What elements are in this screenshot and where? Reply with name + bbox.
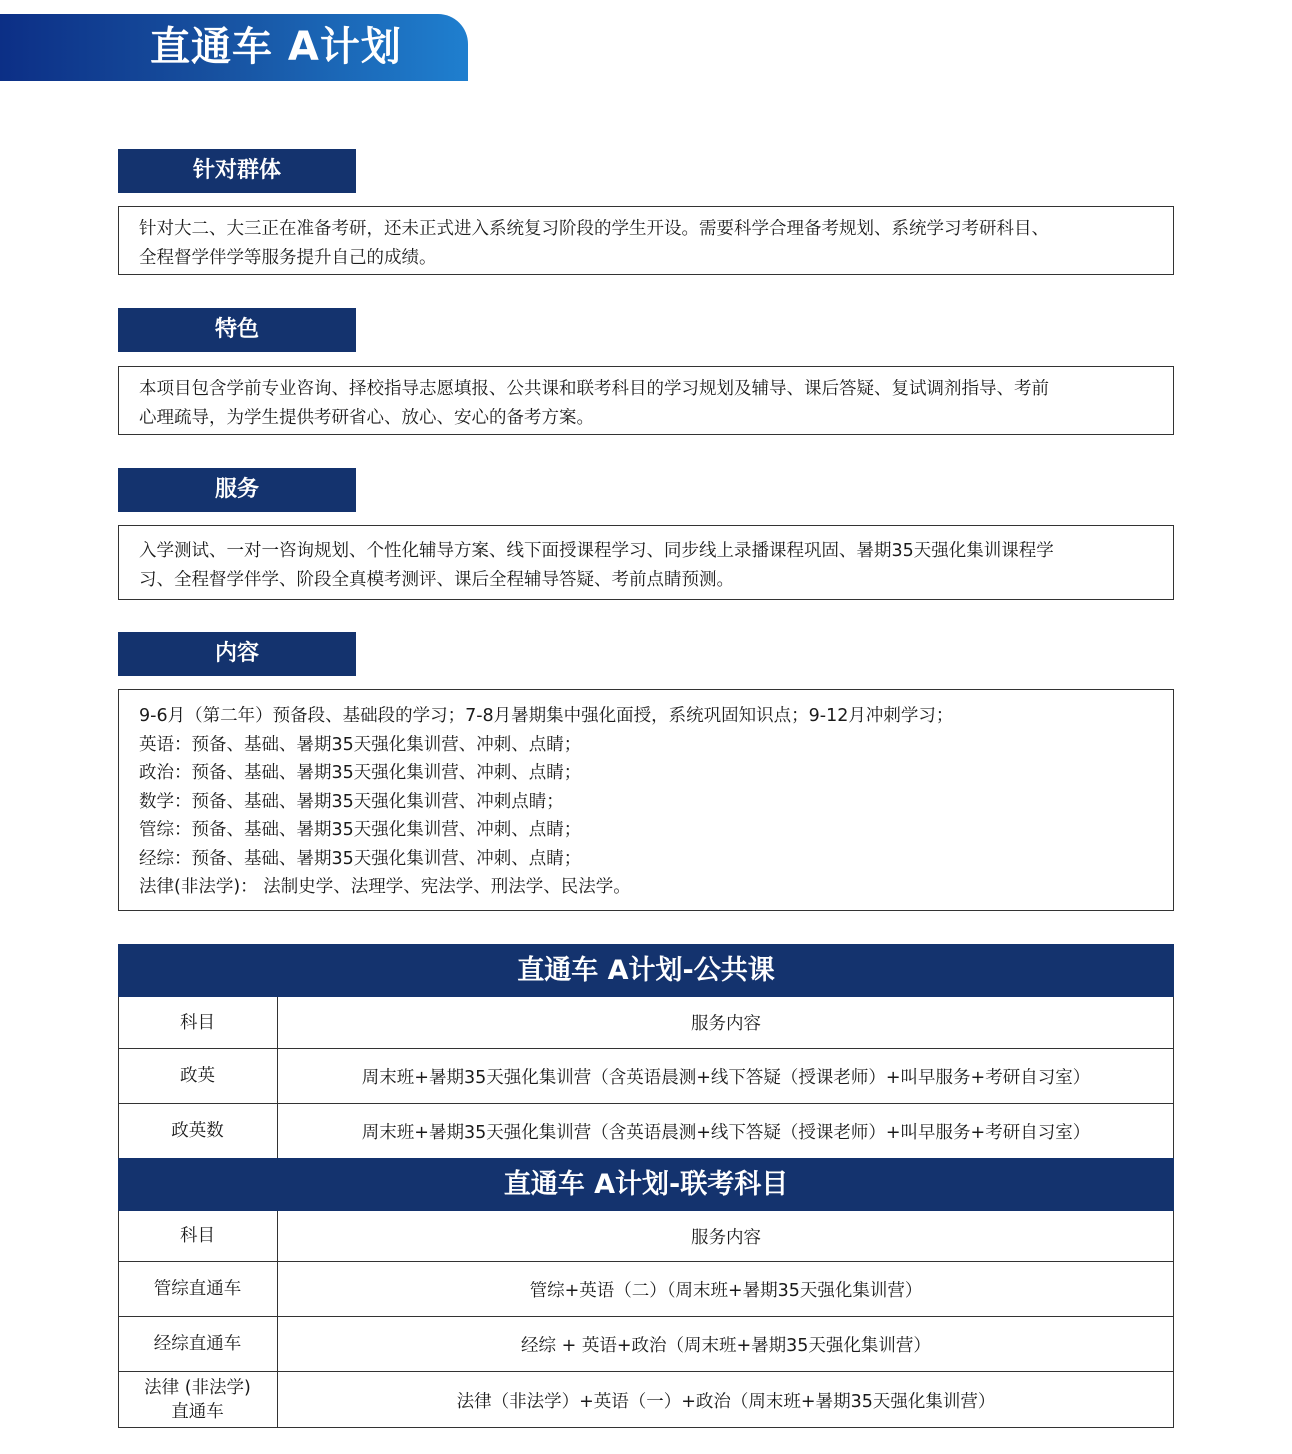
header-service: 服务内容 [691, 1014, 761, 1034]
content-line: 法律(非法学)： 法制史学、法理学、宪法学、刑法学、民法学。 [139, 877, 631, 897]
table-row [118, 1049, 1174, 1104]
row-service: 法律（非法学）+英语（一）+政治（周末班+暑期35天强化集训营） [456, 1391, 996, 1412]
title-banner [0, 14, 468, 81]
table-row [118, 1317, 1174, 1372]
row-service: 周末班+暑期35天强化集训营（含英语晨测+线下答疑（授课老师）+叫早服务+考研自习室） [361, 1067, 1091, 1088]
content-line: 经综：预备、基础、暑期35天强化集训营、冲刺、点睛； [139, 848, 582, 869]
section-box-services [118, 525, 1174, 600]
row-service: 管综+英语（二）（周末班+暑期35天强化集训营） [529, 1280, 923, 1301]
table-title-public: 直通车 A计划-公共课 [118, 944, 1174, 997]
section-box-target [118, 206, 1174, 275]
section-label-content: 内容 [118, 632, 356, 676]
table-row [118, 1262, 1174, 1317]
row-service: 周末班+暑期35天强化集训营（含英语晨测+线下答疑（授课老师）+叫早服务+考研自习室） [361, 1122, 1091, 1143]
page-title: 直通车 A计划 [150, 24, 402, 70]
section-box-content [118, 689, 1174, 911]
section-label-services: 服务 [118, 468, 356, 512]
content-line: 9-6月（第二年）预备段、基础段的学习；7-8月暑期集中强化面授，系统巩固知识点；9-12月冲刺学习； [139, 706, 954, 726]
section-label-features: 特色 [118, 308, 356, 352]
target-line: 针对大二、大三正在准备考研，还未正式进入系统复习阶段的学生开设。需要科学合理备考规划、系统学习考研科目、 [139, 219, 1049, 239]
services-line: 习、全程督学伴学、阶段全真模考测评、课后全程辅导答疑、考前点睛预测。 [139, 569, 734, 590]
row-subject-line: 直通车 [171, 1402, 224, 1422]
services-line: 入学测试、一对一咨询规划、个性化辅导方案、线下面授课程学习、同步线上录播课程巩固、暑期35天强化集训课程学 [139, 541, 1054, 561]
row-service: 经综 + 英语+政治（周末班+暑期35天强化集训营） [521, 1335, 931, 1356]
row-subject-line: 法律 (非法学) [144, 1378, 251, 1398]
header-service: 服务内容 [691, 1227, 761, 1248]
section-label-target: 针对群体 [118, 149, 356, 193]
row-subject [118, 1372, 278, 1428]
row-subject: 经综直通车 [118, 1317, 278, 1371]
features-line: 本项目包含学前专业咨询、择校指导志愿填报、公共课和联考科目的学习规划及辅导、课后答疑、复试调剂指导、考前 [139, 379, 1049, 399]
table-header-row [118, 997, 1174, 1049]
table-title-joint: 直通车 A计划-联考科目 [118, 1158, 1174, 1211]
target-line: 全程督学伴学等服务提升自己的成绩。 [139, 247, 437, 268]
row-subject: 管综直通车 [118, 1262, 278, 1316]
table-row [118, 1372, 1174, 1428]
content-line: 英语：预备、基础、暑期35天强化集训营、冲刺、点睛； [139, 734, 582, 755]
header-subject: 科目 [118, 997, 278, 1048]
row-subject: 政英数 [118, 1104, 278, 1158]
table-header-row [118, 1211, 1174, 1262]
content-line: 管综：预备、基础、暑期35天强化集训营、冲刺、点睛； [139, 820, 582, 840]
section-box-features [118, 366, 1174, 435]
content-line: 政治：预备、基础、暑期35天强化集训营、冲刺、点睛； [139, 763, 582, 783]
row-subject: 政英 [118, 1049, 278, 1103]
header-subject: 科目 [118, 1211, 278, 1261]
content-line: 数学：预备、基础、暑期35天强化集训营、冲刺点睛； [139, 791, 564, 812]
table-row [118, 1104, 1174, 1158]
features-line: 心理疏导，为学生提供考研省心、放心、安心的备考方案。 [139, 407, 594, 428]
